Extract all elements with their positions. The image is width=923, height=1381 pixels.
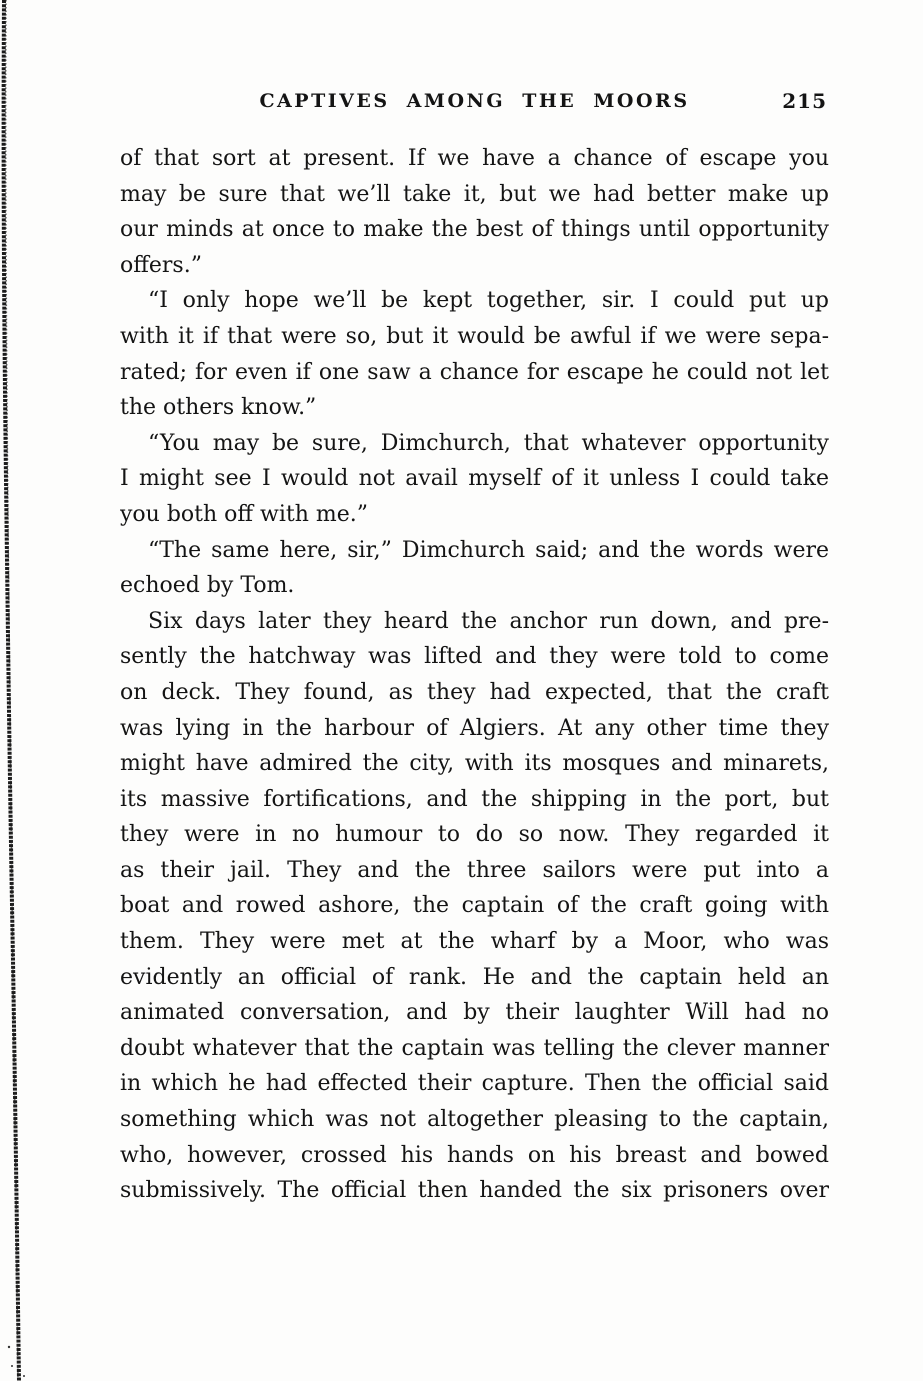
paragraph (120, 141, 829, 283)
text-line: who, however, crossed his hands on his breast and bowed (120, 1142, 829, 1168)
paragraph (120, 426, 829, 533)
text-line: as their jail. They and the three sailors were put into a (120, 857, 829, 883)
text-line: you both off with me.” (120, 501, 369, 527)
text-line: evidently an official of rank. He and the captain held an (120, 964, 829, 990)
paragraph (120, 604, 829, 1209)
text-line: something which was not altogether pleasing to the captain, (120, 1107, 829, 1133)
text-line: “The same here, sir,” Dimchurch said; and the words were (148, 537, 829, 563)
text-line: its massive fortifications, and the shipping in the port, but (120, 786, 829, 812)
text-line: rated; for even if one saw a chance for escape he could not let (120, 359, 829, 385)
paragraph (120, 283, 829, 425)
text-line: “You may be sure, Dimchurch, that whatever opportunity (148, 430, 829, 456)
text-line: doubt whatever that the captain was telling the clever manner (120, 1035, 829, 1061)
text-line: I might see I would not avail myself of it unless I could take (120, 466, 829, 492)
text-column (120, 88, 829, 1209)
text-line: submissively. The official then handed the six prisoners over (120, 1178, 829, 1204)
binding-edge (0, 0, 30, 1381)
text-line: boat and rowed ashore, the captain of the craft going with (120, 893, 829, 919)
text-line: “I only hope we’ll be kept together, sir. I could put up (148, 288, 829, 314)
page-number: 215 (782, 89, 827, 113)
text-line: echoed by Tom. (120, 573, 295, 599)
text-line: might have admired the city, with its mosques and minarets, (120, 751, 829, 777)
text-line: Six days later they heard the anchor run down, and pre- (148, 608, 829, 634)
text-line: with it if that were so, but it would be awful if we were sepa- (120, 323, 829, 349)
text-line: in which he had effected their capture. Then the official said (120, 1071, 829, 1097)
text-line: sently the hatchway was lifted and they were told to come (120, 644, 829, 670)
text-line: they were in no humour to do so now. They regarded it (120, 822, 829, 848)
text-line: animated conversation, and by their laughter Will had no (120, 1000, 829, 1026)
text-line: them. They were met at the wharf by a Moor, who was (120, 929, 829, 955)
text-line: may be sure that we’ll take it, but we had better make up (120, 181, 829, 207)
paragraph (120, 533, 829, 604)
text-line: the others know.” (120, 395, 317, 421)
text-line: offers.” (120, 252, 202, 278)
page-body (120, 141, 829, 1209)
text-line: of that sort at present. If we have a chance of escape you (120, 146, 829, 171)
running-title: CAPTIVES AMONG THE MOORS (259, 90, 690, 112)
running-header (120, 88, 829, 114)
text-line: our minds at once to make the best of things until opportunity (120, 217, 829, 243)
text-line: on deck. They found, as they had expected, that the craft (120, 679, 829, 705)
text-line: was lying in the harbour of Algiers. At any other time they (120, 715, 829, 741)
